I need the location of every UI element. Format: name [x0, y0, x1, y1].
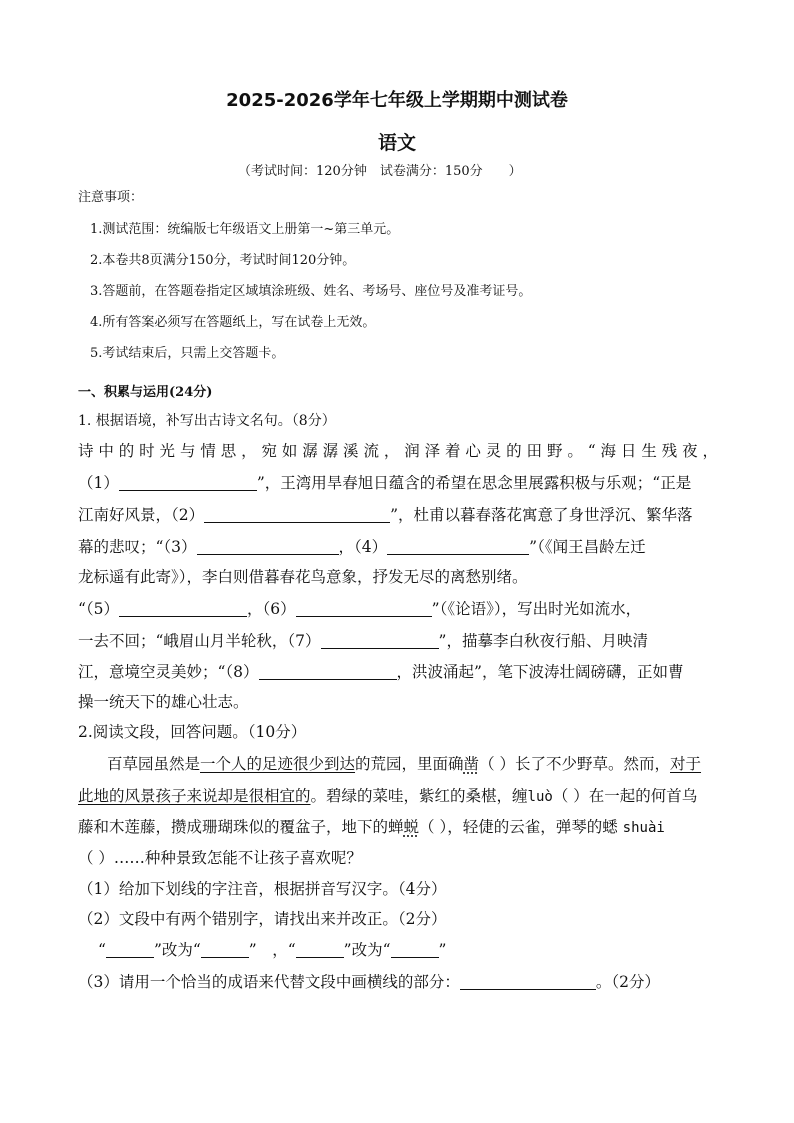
- q1-line: [78, 536, 718, 558]
- q2-text: 藤和木莲藤，攒成珊瑚珠似的覆盆子，地下的蝉: [78, 818, 404, 836]
- q1-line: [78, 630, 718, 652]
- question-1-stem: 1. 根据语境，补写出古诗文名句。（8分）: [78, 413, 336, 429]
- underlined-phrase: 此地的风景孩子来说却是很相宜的: [78, 787, 311, 805]
- q1-line: [78, 504, 718, 526]
- q1-text: （1）: [78, 474, 119, 492]
- q2-text: （3）请用一个恰当的成语来代替文段中画横线的部分：: [78, 973, 460, 991]
- note-item: 3.答题前，在答题卷指定区域填涂班级、姓名、考场号、座位号及准考证号。: [90, 284, 532, 299]
- notes-heading: 注意事项：: [78, 190, 144, 205]
- q2-passage-line: [78, 785, 718, 808]
- q1-line: [78, 472, 718, 494]
- q1-text: 江，意境空灵美妙；“（8）: [78, 663, 259, 681]
- q2-text: 。碧绿的菜哇，紫红的桑椹，缠: [310, 787, 528, 805]
- answer-blank[interactable]: [460, 973, 596, 990]
- q1-text: ，（6）: [247, 600, 296, 618]
- q2-text: （ ）在一起的何首乌: [552, 787, 698, 805]
- answer-blank[interactable]: [106, 941, 154, 958]
- note-item: 1.测试范围：统编版七年级语文上册第一~第三单元。: [90, 222, 400, 237]
- answer-blank[interactable]: [296, 941, 344, 958]
- q2-text: 百草园虽然是: [107, 755, 201, 773]
- q2-text: ”改为“: [153, 941, 201, 959]
- q1-text: ”，王湾用旱春旭日蕴含的希望在思念里展露积极与乐观；“正是: [256, 474, 692, 492]
- q1-line: 诗中的时光与情思，宛如潺潺溪流，润泽着心灵的田野。“海日生残夜，: [78, 442, 718, 460]
- q1-text: 一去不回；“峨眉山月半轮秋，（7）: [78, 632, 321, 650]
- q2-text: ” ，“: [248, 941, 296, 959]
- q2-subquestion: （1）给加下划线的字注音，根据拼音写汉字。（4分）: [78, 880, 447, 898]
- question-2-stem: 2.阅读文段，回答问题。（10分）: [78, 723, 307, 741]
- q2-subquestion: [78, 971, 718, 993]
- q1-text: ，（4）: [338, 538, 388, 556]
- underlined-phrase: 对于: [670, 755, 702, 773]
- q1-line: [78, 598, 718, 620]
- q1-text: 幕的悲叹；“（3）: [78, 538, 197, 556]
- answer-blank[interactable]: [321, 632, 439, 649]
- q2-text: （ ），轻倢的云雀，弹琴的蟋: [419, 818, 618, 836]
- q1-line: [78, 661, 718, 683]
- section-heading: 一、积累与运用(24分): [78, 385, 213, 400]
- q1-line: 龙标遥有此寄》），李白则借暮春花鸟意象，抒发无尽的离愁别绪。: [78, 568, 528, 586]
- q2-passage-line: [107, 753, 718, 775]
- marked-char: 凿: [463, 755, 480, 773]
- answer-blank[interactable]: [259, 663, 397, 680]
- answer-blank[interactable]: [296, 600, 432, 617]
- exam-info: （考试时间：120分钟 试卷满分：150分 ）: [238, 164, 522, 179]
- q2-correction-line: [98, 939, 738, 961]
- q2-text: “: [98, 941, 106, 959]
- exam-title: 2025-2026学年七年级上学期期中测试卷: [226, 90, 568, 111]
- q2-text: ”: [438, 941, 447, 959]
- underlined-phrase: 一个人的足迹很少到达: [200, 755, 356, 773]
- answer-blank[interactable]: [204, 506, 390, 523]
- answer-blank[interactable]: [201, 941, 249, 958]
- q2-passage-line: [78, 816, 718, 839]
- answer-blank[interactable]: [119, 474, 257, 491]
- answer-blank[interactable]: [387, 538, 529, 555]
- q1-text: ”（《闻王昌龄左迁: [529, 538, 646, 556]
- q1-text: “（5）: [78, 600, 120, 618]
- q1-text: 江南好风景，（2）: [78, 506, 205, 524]
- q2-text: ”改为“: [343, 941, 391, 959]
- q1-text: ”，描摹李白秋夜行船、月映清: [438, 632, 648, 650]
- q1-line: 操一统天下的雄心壮志。: [78, 693, 249, 711]
- subject-title: 语文: [377, 132, 416, 154]
- q2-text: （ ）长了不少野草。然而，: [479, 755, 670, 773]
- q1-text: ”（《论语》），写出时光如流水，: [431, 600, 642, 618]
- note-item: 2.本卷共8页满分150分，考试时间120分钟。: [90, 253, 356, 268]
- q2-subquestion: （2）文段中有两个错别字，请找出来并改正。（2分）: [78, 910, 447, 928]
- marked-char: 蜕: [403, 818, 420, 836]
- q2-text: 的荒园，里面确: [355, 755, 464, 773]
- q1-text: ，洪波涌起”，笔下波涛壮阔磅礴，正如曹: [396, 663, 684, 681]
- note-item: 5.考试结束后，只需上交答题卡。: [90, 346, 285, 361]
- answer-blank[interactable]: [119, 600, 247, 617]
- note-item: 4.所有答案必须写在答题纸上，写在试卷上无效。: [90, 315, 376, 330]
- q2-text: 。（2分）: [595, 973, 660, 991]
- q2-passage-line: （ ）……种种景致怎能不让孩子喜欢呢？: [78, 849, 362, 867]
- answer-blank[interactable]: [391, 941, 439, 958]
- pinyin-text: shuài: [622, 820, 665, 836]
- answer-blank[interactable]: [197, 538, 339, 555]
- pinyin-text: luò: [527, 789, 553, 805]
- q1-text: ”，杜甫以暮春落花寓意了身世浮沉、繁华落: [390, 506, 693, 524]
